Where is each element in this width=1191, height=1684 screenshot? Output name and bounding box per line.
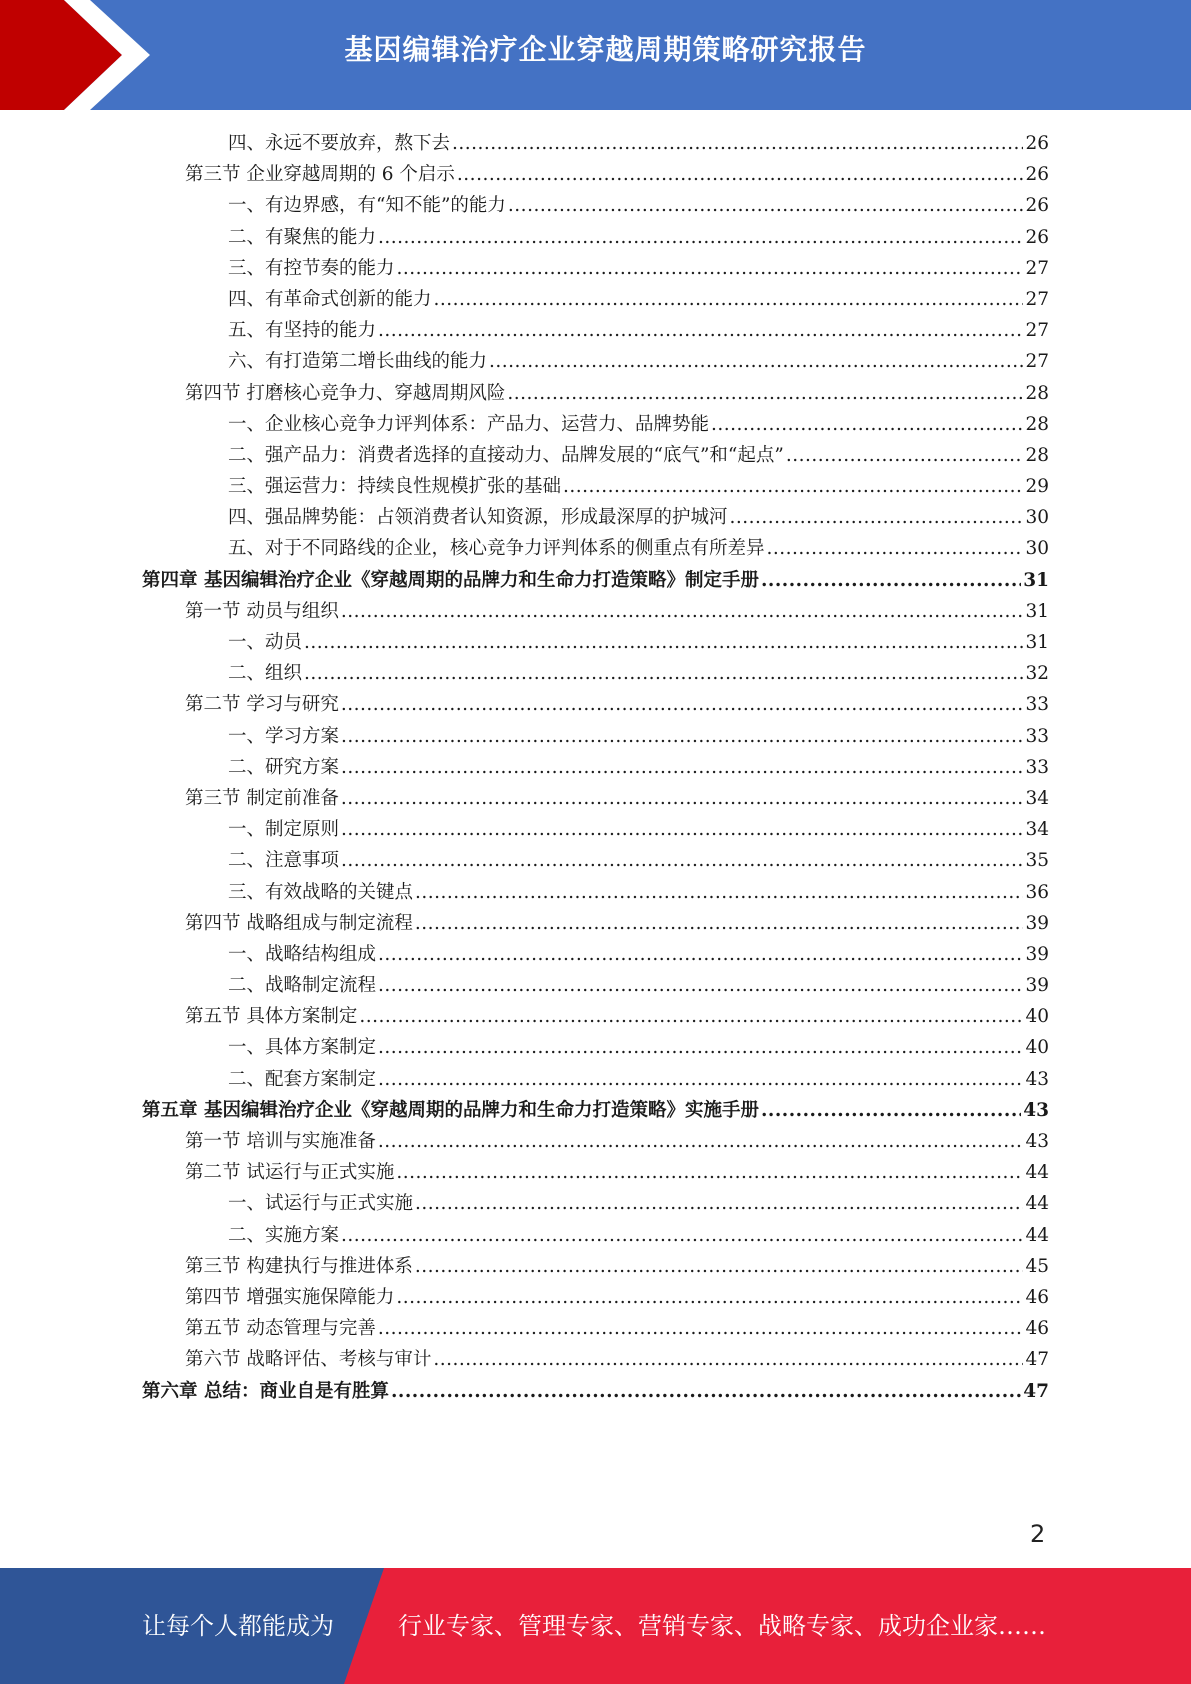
- toc-entry[interactable]: [142, 1064, 1049, 1095]
- toc-entry-title: 一、动员: [228, 632, 303, 653]
- toc-entry-page: 33: [1025, 756, 1049, 778]
- toc-entry-page: 28: [1025, 382, 1049, 404]
- toc-entry-page: 39: [1025, 912, 1049, 934]
- toc-entry-page: 33: [1025, 725, 1049, 747]
- toc-entry[interactable]: [142, 1220, 1049, 1251]
- toc-entry-page: 43: [1025, 1068, 1049, 1090]
- toc-entry-title: 第四节 战略组成与制定流程: [185, 912, 413, 934]
- toc-entry-title: 第四节 增强实施保障能力: [185, 1286, 395, 1308]
- toc-dot-leader: [341, 689, 1024, 720]
- toc-entry-page: 31: [1023, 569, 1049, 591]
- toc-entry-page: 43: [1023, 1099, 1049, 1121]
- toc-entry-title: 第五节 动态管理与完善: [185, 1318, 376, 1340]
- toc-entry[interactable]: [142, 970, 1049, 1001]
- toc-entry[interactable]: [142, 159, 1049, 190]
- toc-entry-page: 26: [1025, 133, 1049, 154]
- toc-dot-leader: [304, 658, 1023, 689]
- toc-entry-title: 二、强产品力：消费者选择的直接动力、品牌发展的“底气”和“起点”: [228, 444, 784, 466]
- toc-entry-page: 28: [1025, 413, 1049, 435]
- toc-entry[interactable]: [142, 1188, 1049, 1219]
- toc-entry-title: 第三节 企业穿越周期的 6 个启示: [185, 164, 455, 186]
- toc-entry-title: 第五章 基因编辑治疗企业《穿越周期的品牌力和生命力打造策略》实施手册: [142, 1099, 759, 1121]
- toc-entry[interactable]: [142, 877, 1049, 908]
- toc-entry[interactable]: [142, 222, 1049, 253]
- toc-entry-page: 45: [1025, 1255, 1049, 1277]
- toc-dot-leader: [341, 783, 1024, 814]
- header-title: 基因编辑治疗企业穿越周期策略研究报告: [344, 33, 867, 66]
- footer-slogan-right: 行业专家、管理专家、营销专家、战略专家、成功企业家……: [398, 1612, 1046, 1640]
- toc-entry-title: 三、有控节奏的能力: [228, 257, 395, 279]
- toc-dot-leader: [415, 1251, 1024, 1282]
- toc-dot-leader: [341, 1220, 1023, 1251]
- toc-entry-page: 26: [1025, 164, 1049, 186]
- toc-entry-title: 第四节 打磨核心竞争力、穿越周期风险: [185, 382, 506, 404]
- toc-dot-leader: [341, 845, 1023, 876]
- toc-dot-leader: [786, 440, 1024, 471]
- toc-dot-leader: [434, 284, 1024, 315]
- toc-dot-leader: [507, 378, 1023, 409]
- toc-entry[interactable]: [142, 378, 1049, 409]
- toc-entry-page: 32: [1025, 663, 1049, 685]
- toc-entry[interactable]: [142, 1032, 1049, 1063]
- toc-entry-page: 26: [1025, 226, 1049, 248]
- toc-entry-title: 四、永远不要放弃，熬下去: [228, 133, 451, 154]
- toc-entry[interactable]: [142, 1126, 1049, 1157]
- toc-entry-page: 44: [1025, 1193, 1049, 1215]
- toc-entry-title: 一、战略结构组成: [228, 943, 377, 965]
- toc-entry-page: 27: [1025, 351, 1049, 373]
- toc-entry-title: 二、有聚焦的能力: [228, 226, 377, 248]
- toc-dot-leader: [378, 939, 1023, 970]
- toc-entry-title: 二、实施方案: [228, 1224, 340, 1246]
- toc-entry[interactable]: [142, 845, 1049, 876]
- toc-dot-leader: [415, 1188, 1023, 1219]
- toc-dot-leader: [341, 721, 1023, 752]
- toc-dot-leader: [761, 1095, 1021, 1126]
- toc-entry-title: 第二节 试运行与正式实施: [185, 1162, 395, 1184]
- toc-entry[interactable]: [142, 1095, 1049, 1126]
- toc-entry-title: 一、有边界感，有“知不能”的能力: [228, 195, 506, 217]
- toc-entry-page: 40: [1025, 1006, 1049, 1028]
- toc-entry[interactable]: [142, 1313, 1049, 1344]
- toc-entry-page: 27: [1025, 320, 1049, 342]
- toc-entry-title: 第一节 动员与组织: [185, 600, 339, 622]
- toc-entry-title: 四、有革命式创新的能力: [228, 288, 432, 310]
- toc-entry-title: 第四章 基因编辑治疗企业《穿越周期的品牌力和生命力打造策略》制定手册: [142, 569, 759, 591]
- toc-entry[interactable]: [142, 1376, 1049, 1407]
- toc-entry-title: 二、组织: [228, 663, 303, 685]
- toc-entry-page: 35: [1025, 850, 1049, 872]
- toc-entry[interactable]: [142, 315, 1049, 346]
- toc-entry[interactable]: [142, 190, 1049, 221]
- toc-entry-page: 30: [1025, 538, 1049, 560]
- toc-dot-leader: [378, 222, 1023, 253]
- toc-entry[interactable]: [142, 1001, 1049, 1032]
- toc-entry[interactable]: [142, 284, 1049, 315]
- toc-entry-title: 第三节 构建执行与推进体系: [185, 1255, 413, 1277]
- toc-entry-page: 46: [1025, 1286, 1049, 1308]
- toc-entry-page: 28: [1025, 444, 1049, 466]
- toc-entry-title: 一、制定原则: [228, 819, 340, 841]
- toc-entry-page: 36: [1025, 881, 1049, 903]
- toc-entry[interactable]: [142, 814, 1049, 845]
- toc-entry-page: 34: [1025, 787, 1049, 809]
- toc-entry-title: 五、对于不同路线的企业，核心竞争力评判体系的侧重点有所差异: [228, 538, 765, 560]
- toc-dot-leader: [730, 502, 1024, 533]
- toc-dot-leader: [378, 1126, 1024, 1157]
- toc-dot-leader: [378, 1313, 1024, 1344]
- toc-entry-page: 47: [1025, 1349, 1049, 1371]
- toc-entry[interactable]: [142, 721, 1049, 752]
- toc-entry-page: 43: [1025, 1131, 1049, 1152]
- toc-entry-title: 二、研究方案: [228, 756, 340, 778]
- toc-entry-page: 31: [1025, 600, 1049, 622]
- toc-dot-leader: [396, 1282, 1023, 1313]
- toc-entry-page: 39: [1025, 975, 1049, 997]
- toc-entry-page: 29: [1025, 476, 1049, 498]
- toc-entry[interactable]: [142, 471, 1049, 502]
- toc-entry[interactable]: [142, 658, 1049, 689]
- toc-entry-page: 31: [1025, 632, 1049, 653]
- toc-entry-title: 二、战略制定流程: [228, 975, 377, 997]
- toc-entry-title: 第三节 制定前准备: [185, 787, 339, 809]
- toc-entry-title: 一、学习方案: [228, 725, 340, 747]
- toc-entry[interactable]: [142, 783, 1049, 814]
- page-number: 2: [1030, 1520, 1046, 1548]
- table-of-contents: [142, 128, 1049, 1407]
- toc-dot-leader: [378, 970, 1023, 1001]
- header-band: [0, 0, 1191, 110]
- toc-entry-title: 二、配套方案制定: [228, 1068, 377, 1090]
- toc-entry-title: 第六章 总结：商业自是有胜算: [142, 1380, 389, 1402]
- toc-entry[interactable]: [142, 689, 1049, 720]
- toc-entry[interactable]: [142, 440, 1049, 471]
- toc-entry-page: 46: [1025, 1318, 1049, 1340]
- toc-entry-title: 一、试运行与正式实施: [228, 1193, 414, 1215]
- toc-entry-title: 第五节 具体方案制定: [185, 1006, 358, 1028]
- toc-dot-leader: [397, 253, 1024, 284]
- toc-entry[interactable]: [142, 128, 1049, 159]
- toc-entry-page: 34: [1025, 819, 1049, 841]
- toc-entry-title: 一、企业核心竞争力评判体系：产品力、运营力、品牌势能: [228, 413, 710, 435]
- toc-dot-leader: [508, 190, 1024, 221]
- toc-entry[interactable]: [142, 1344, 1049, 1375]
- toc-entry-page: 44: [1025, 1224, 1049, 1246]
- toc-entry[interactable]: [142, 1157, 1049, 1188]
- toc-entry[interactable]: [142, 409, 1049, 440]
- toc-dot-leader: [341, 814, 1023, 845]
- toc-entry-page: 27: [1025, 288, 1049, 310]
- toc-dot-leader: [341, 596, 1024, 627]
- toc-entry[interactable]: [142, 533, 1049, 564]
- toc-entry-title: 一、具体方案制定: [228, 1037, 377, 1059]
- toc-dot-leader: [433, 1344, 1023, 1375]
- toc-entry-page: 27: [1025, 257, 1049, 279]
- toc-entry-title: 第二节 学习与研究: [185, 694, 339, 716]
- footer-band: [0, 1568, 1191, 1684]
- toc-dot-leader: [767, 533, 1024, 564]
- toc-dot-leader: [378, 1032, 1023, 1063]
- toc-entry-page: 47: [1023, 1380, 1049, 1402]
- toc-dot-leader: [359, 1001, 1023, 1032]
- toc-entry[interactable]: [142, 939, 1049, 970]
- toc-dot-leader: [563, 471, 1023, 502]
- toc-dot-leader: [711, 409, 1023, 440]
- toc-dot-leader: [489, 346, 1023, 377]
- toc-dot-leader: [341, 752, 1023, 783]
- toc-dot-leader: [391, 1376, 1021, 1407]
- toc-entry-page: 26: [1025, 195, 1049, 217]
- toc-dot-leader: [457, 159, 1024, 190]
- toc-entry-title: 三、强运营力：持续良性规模扩张的基础: [228, 476, 562, 498]
- toc-entry[interactable]: [142, 346, 1049, 377]
- toc-entry-title: 三、有效战略的关键点: [228, 881, 414, 903]
- toc-entry-page: 39: [1025, 943, 1049, 965]
- toc-dot-leader: [396, 1157, 1023, 1188]
- toc-entry-title: 二、注意事项: [228, 850, 340, 872]
- toc-entry[interactable]: [142, 596, 1049, 627]
- footer-slogan-left: 让每个人都能成为: [142, 1612, 334, 1640]
- toc-entry[interactable]: [142, 565, 1049, 596]
- toc-dot-leader: [761, 565, 1021, 596]
- toc-entry-title: 第一节 培训与实施准备: [185, 1131, 376, 1152]
- toc-entry-page: 30: [1025, 507, 1049, 529]
- toc-dot-leader: [378, 315, 1023, 346]
- toc-entry[interactable]: [142, 627, 1049, 658]
- toc-dot-leader: [415, 877, 1023, 908]
- toc-entry[interactable]: [142, 502, 1049, 533]
- toc-entry-page: 44: [1025, 1162, 1049, 1184]
- toc-entry-title: 四、强品牌势能：占领消费者认知资源，形成最深厚的护城河: [228, 507, 728, 529]
- toc-dot-leader: [378, 1064, 1023, 1095]
- toc-entry[interactable]: [142, 1251, 1049, 1282]
- toc-entry[interactable]: [142, 1282, 1049, 1313]
- toc-entry-page: 40: [1025, 1037, 1049, 1059]
- toc-dot-leader: [304, 627, 1023, 658]
- toc-entry-title: 六、有打造第二增长曲线的能力: [228, 351, 488, 373]
- toc-dot-leader: [415, 908, 1024, 939]
- toc-entry-title: 五、有坚持的能力: [228, 320, 377, 342]
- toc-entry[interactable]: [142, 253, 1049, 284]
- toc-entry-title: 第六节 战略评估、考核与审计: [185, 1349, 432, 1371]
- toc-entry[interactable]: [142, 752, 1049, 783]
- toc-entry[interactable]: [142, 908, 1049, 939]
- toc-dot-leader: [452, 128, 1023, 159]
- toc-entry-page: 33: [1025, 694, 1049, 716]
